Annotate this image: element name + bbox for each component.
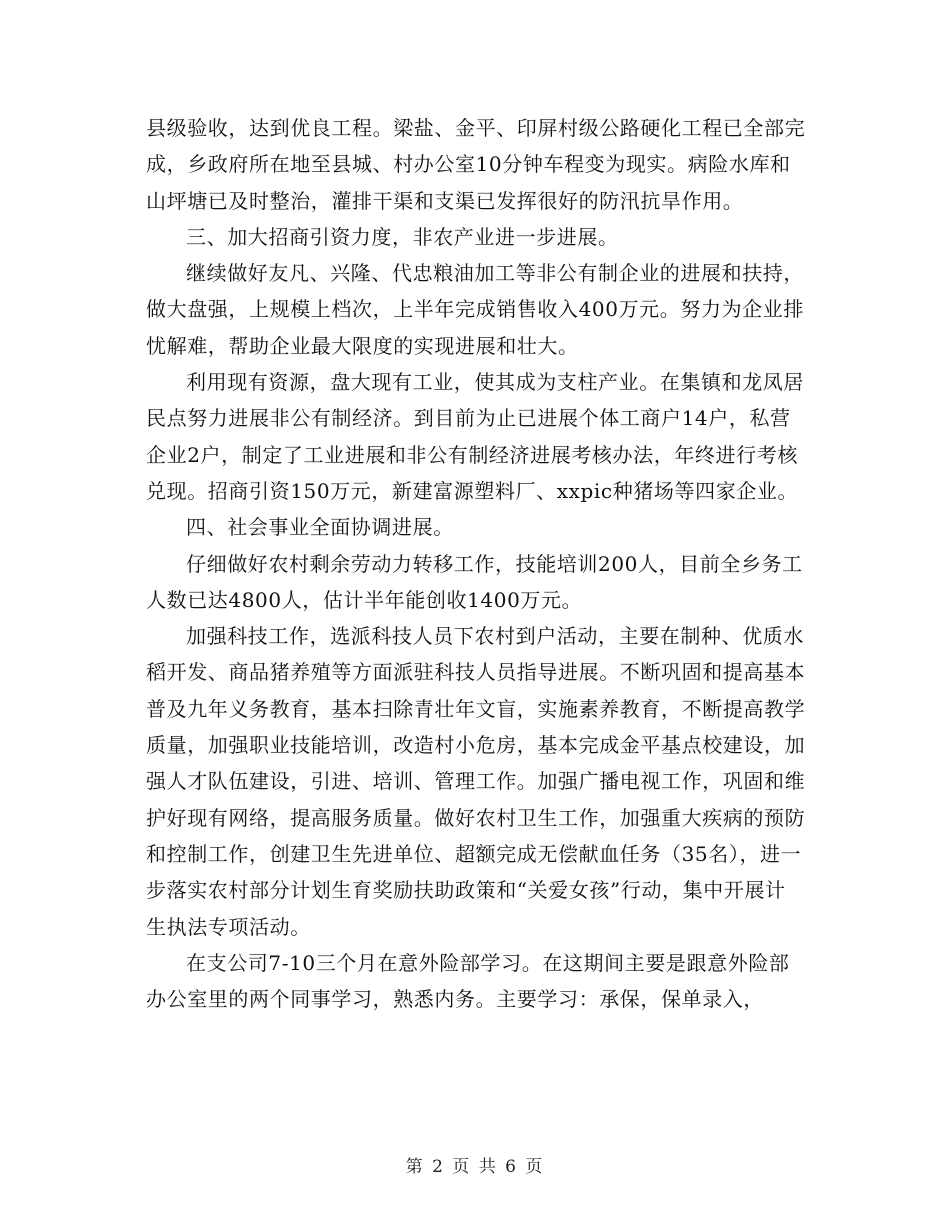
- paragraph-labor-transfer: 仔细做好农村剩余劳动力转移工作，技能培训200人，目前全乡务工人数已达4800人，估计半年能创收1400万元。: [146, 551, 803, 612]
- paragraph-insurance-study: 在支公司7-10三个月在意外险部学习。在这期间主要是跟意外险部办公室里的两个同事学习，熟悉内务。主要学习：承保，保单录入，: [146, 950, 790, 1012]
- document-body: [146, 110, 806, 1017]
- paragraph-science-education-health: 加强科技工作，选派科技人员下农村到户活动，主要在制种、优质水稻开发、商品猪养殖等方面派驻科技人员指导进展。不断巩固和提高基本普及九年义务教育，基本扫除青壮年文盲，实施素养教育，不断提高教学质量，加强职业技能培训，改造村小危房，基本完成金平基点校建设，加强人才队伍建设，引进、培训、管理工作。加强广播电视工作，巩固和维护好现有网络，提高服务质量。做好农村卫生工作，加强重大疾病的预防和控制工作，创建卫生先进单位、超额完成无偿献血任务（35名），进一步落实农村部分计划生育奖励扶助政策和“关爱女孩”行动，集中开展计生执法专项活动。: [146, 624, 806, 939]
- heading-section-three: 三、加大招商引资力度，非农产业进一步进展。: [186, 224, 619, 249]
- page-number-footer: 第 2 页 共 6 页: [405, 1157, 545, 1177]
- paragraph-industry-development: 利用现有资源，盘大现有工业，使其成为支柱产业。在集镇和龙凤居民点努力进展非公有制经济。到目前为止已进展个体工商户14户，私营企业2户，制定了工业进展和非公有制经济进展考核办法，年终进行考核兑现。招商引资150万元，新建富源塑料厂、xxpic种猪场等四家企业。: [146, 370, 804, 503]
- paragraph-enterprise-support: 继续做好友凡、兴隆、代忠粮油加工等非公有制企业的进展和扶持，做大盘强，上规模上档次，上半年完成销售收入400万元。努力为企业排忧解难，帮助企业最大限度的实现进展和壮大。: [146, 261, 804, 358]
- paragraph-road-works: 县级验收，达到优良工程。梁盐、金平、印屏村级公路硬化工程已全部完成，乡政府所在地至县城、村办公室10分钟车程变为现实。病险水库和山坪塘已及时整治，灌排干渠和支渠已发挥很好的防汛抗旱作用。: [146, 116, 806, 213]
- heading-section-four: 四、社会事业全面协调进展。: [186, 515, 454, 540]
